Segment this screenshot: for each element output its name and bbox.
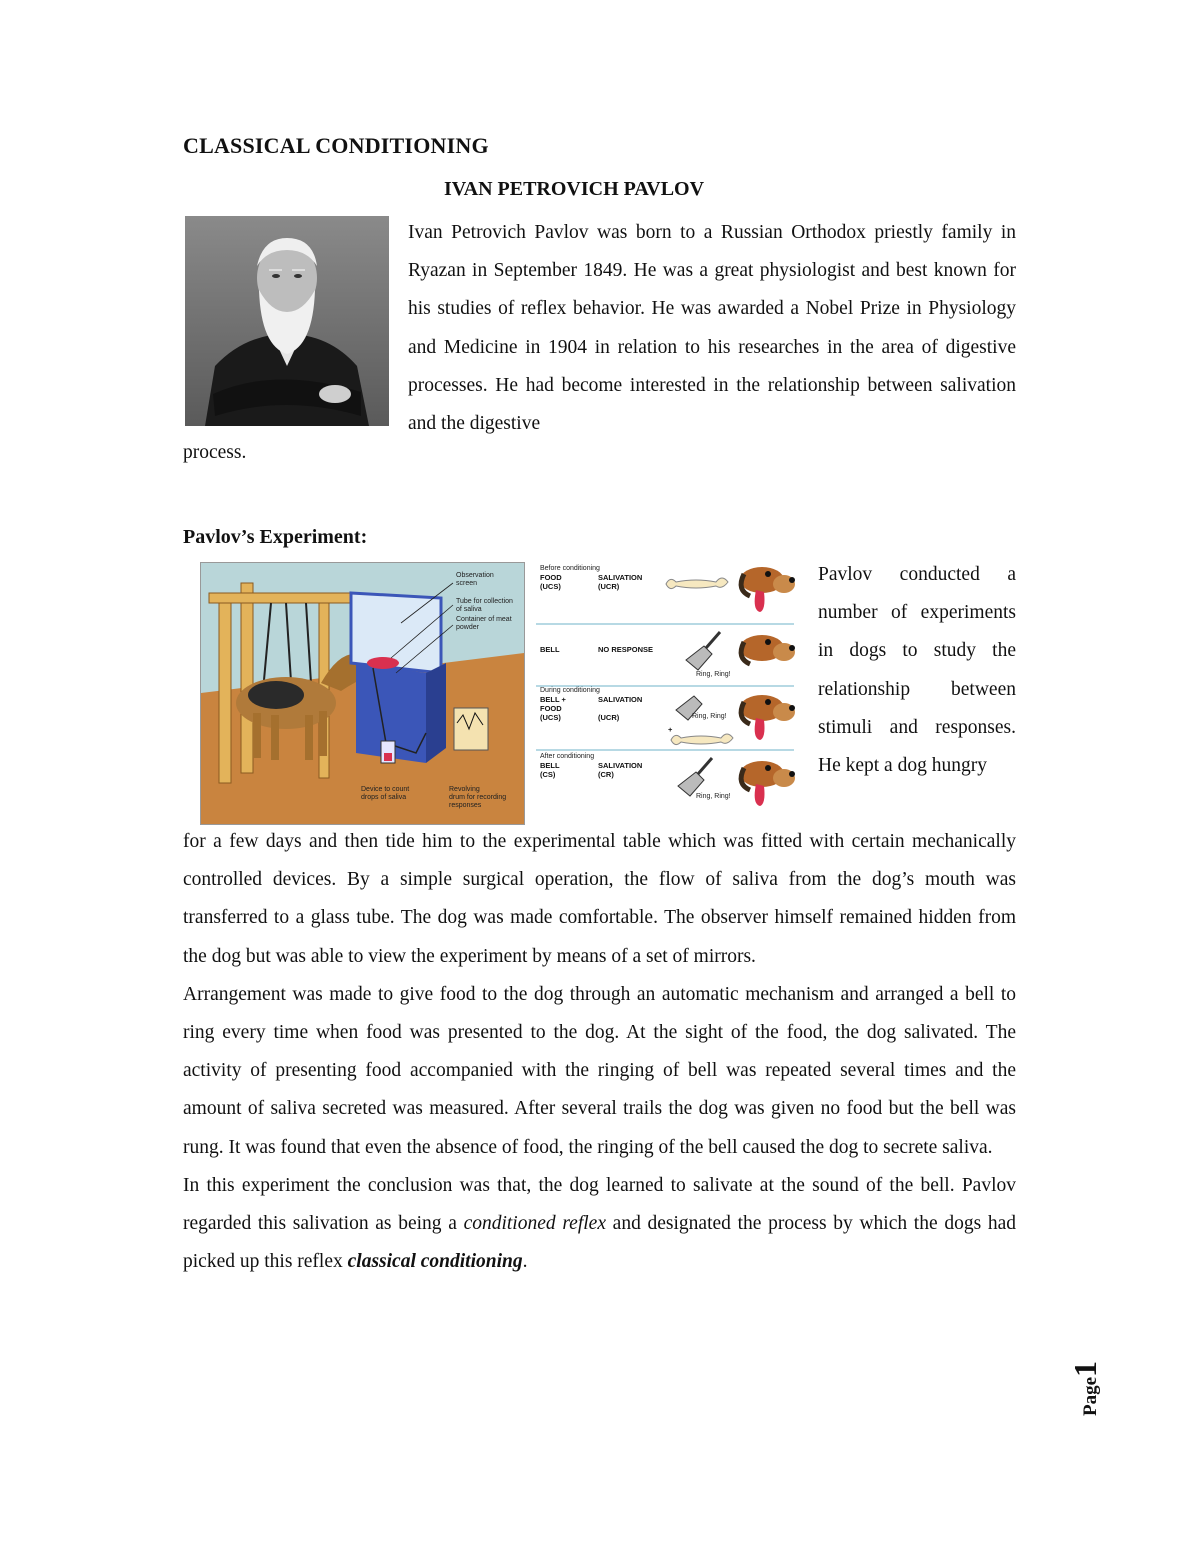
svg-text:Tube for collection: Tube for collection xyxy=(456,598,513,605)
svg-text:During conditioning: During conditioning xyxy=(540,687,600,694)
classical-conditioning-term: classical conditioning xyxy=(347,1251,523,1273)
pavlov-portrait-image xyxy=(185,216,389,426)
svg-text:SALIVATION: SALIVATION xyxy=(598,761,643,770)
conclusion-text-middle: and designated the process by which the dogs had picked up this reflex xyxy=(183,1213,1016,1273)
svg-text:FOOD: FOOD xyxy=(540,704,562,713)
svg-text:screen: screen xyxy=(456,580,478,587)
page-subtitle: IVAN PETROVICH PAVLOV xyxy=(444,178,705,200)
svg-text:After conditioning: After conditioning xyxy=(540,753,595,760)
intro-paragraph-text: Ivan Petrovich Pavlov was born to a Russian Orthodox priestly family in Ryazan in September 1849. He was a great physiologist and best known for his studies of reflex behavior. He was awarded a Nobel Prize in Physiology and Medicine in 1904 in relation to his researches in the area of digestive processes. He had become interested in the relationship between salivation and the digestive xyxy=(408,222,1016,435)
svg-text:BELL: BELL xyxy=(540,645,560,654)
svg-text:of saliva: of saliva xyxy=(456,606,482,613)
svg-text:NO RESPONSE: NO RESPONSE xyxy=(598,645,654,654)
conclusion-text-end: . xyxy=(522,1251,528,1273)
experiment-paragraph-1: for a few days and then tide him to the experimental table which was fitted with certain mechanically controlled devices. By a simple surgical operation, the flow of saliva from the dog’s mouth was transferred to a glass tube. The dog was made comfortable. The observer himself remained hidden from the dog but was able to view the experiment by means of a set of mirrors. xyxy=(183,831,1016,967)
svg-text:Ring, Ring!: Ring, Ring! xyxy=(692,713,727,720)
svg-text:(UCR): (UCR) xyxy=(598,582,620,591)
svg-text:Ring, Ring!: Ring, Ring! xyxy=(696,671,731,678)
svg-text:(UCR): (UCR) xyxy=(598,713,620,722)
svg-text:Container of meat: Container of meat xyxy=(456,616,512,623)
svg-text:drops of saliva: drops of saliva xyxy=(361,794,407,801)
conditioning-stages-figure xyxy=(536,560,806,808)
svg-text:(CR): (CR) xyxy=(598,770,614,779)
svg-text:(UCS): (UCS) xyxy=(540,582,561,591)
experiment-paragraph-2: Arrangement was made to give food to the dog through an automatic mechanism and arranged a bell to ring every time when food was presented to the dog. At the sight of the food, the dog salivated. The activity of presenting food accompanied with the ringing of bell was repeated several times and the amount of saliva secreted was measured. After several trails the dog was given no food but the bell was rung. It was found that even the absence of food, the ringing of the bell caused the dog to secrete saliva. xyxy=(183,983,1016,1158)
svg-text:FOOD: FOOD xyxy=(540,573,562,582)
intro-paragraph xyxy=(408,214,1016,443)
svg-text:SALIVATION: SALIVATION xyxy=(598,573,643,582)
experiment-main-text xyxy=(183,823,1016,1281)
svg-text:BELL +: BELL + xyxy=(540,695,566,704)
page-number-value: 1 xyxy=(1067,1360,1104,1377)
conclusion-text-start: In this experiment the conclusion was that, the dog learned to salivate at the sound of the bell. Pavlov regarded this salivation as being a xyxy=(183,1174,1016,1235)
page-number xyxy=(1060,1350,1120,1420)
svg-text:responses: responses xyxy=(449,802,482,809)
svg-text:drum for recording: drum for recording xyxy=(449,794,507,801)
svg-text:(UCS): (UCS) xyxy=(540,713,561,722)
svg-text:Before conditioning: Before conditioning xyxy=(540,565,600,572)
svg-text:+: + xyxy=(668,725,673,734)
svg-text:BELL: BELL xyxy=(540,761,560,770)
svg-text:Ring, Ring!: Ring, Ring! xyxy=(696,793,731,800)
svg-text:powder: powder xyxy=(456,624,479,631)
conditioned-reflex-term: conditioned reflex xyxy=(463,1213,606,1235)
svg-text:(CS): (CS) xyxy=(540,770,556,779)
experiment-side-text-content: Pavlov conducted a number of experiments in dogs to study the relationship between stimuli and responses. He kept a dog hungry xyxy=(818,564,1016,777)
conclusion-paragraph xyxy=(183,1167,1016,1282)
svg-text:Device to count: Device to count xyxy=(361,786,410,793)
svg-text:SALIVATION: SALIVATION xyxy=(598,695,643,704)
svg-text:Revolving: Revolving xyxy=(449,786,480,793)
experiment-side-text xyxy=(818,556,1016,785)
svg-text:Observation: Observation xyxy=(456,572,494,579)
page-title: CLASSICAL CONDITIONING xyxy=(183,133,489,158)
experiment-heading: Pavlov’s Experiment: xyxy=(183,526,368,548)
page-label: Page xyxy=(1080,1376,1102,1417)
pavlov-apparatus-figure xyxy=(200,562,525,825)
intro-paragraph-tail: process. xyxy=(183,442,247,463)
